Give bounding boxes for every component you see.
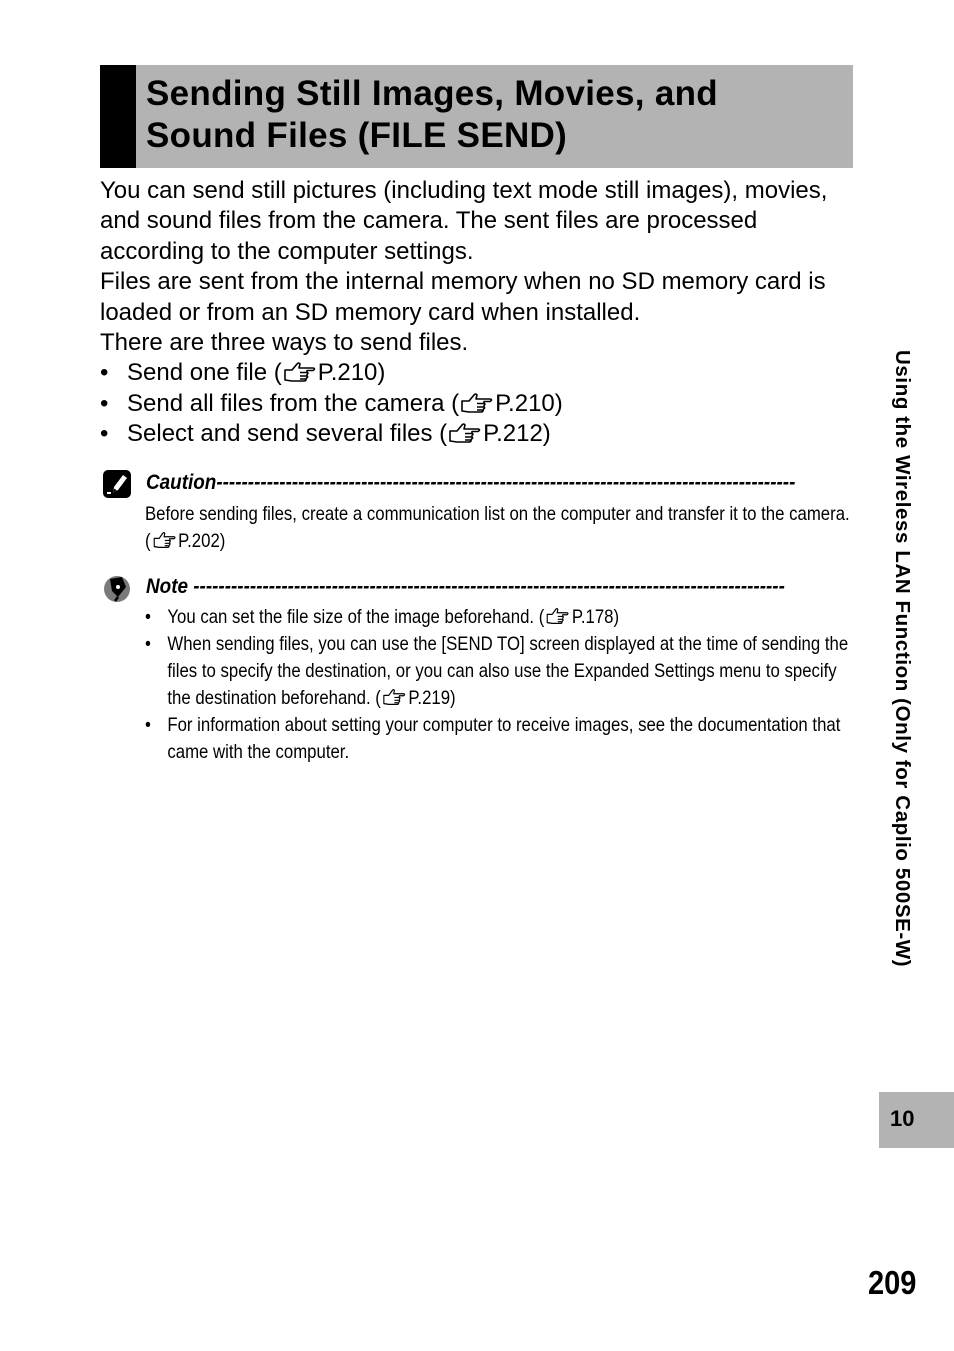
page-reference-hand-icon <box>448 422 482 444</box>
note-label: Note ---------------------------------------------------------------------------------------------- <box>146 575 785 598</box>
page-reference-link[interactable]: P.178) <box>571 606 620 628</box>
list-item <box>100 389 860 419</box>
list-item <box>145 712 850 766</box>
caution-body <box>145 501 850 555</box>
note-item-text: You can set the file size of the image beforehand. ( <box>167 606 545 628</box>
list-item-text: Select and send several files ( <box>127 420 448 448</box>
list-item <box>100 358 860 388</box>
page-reference-hand-icon <box>382 688 408 706</box>
note-item-text: When sending files, you can use the [SEND TO] screen displayed at the time of sending the files to specify the destination, or you can also use the Expanded Settings menu to specify the destination beforehand. ( <box>167 633 849 709</box>
note-list <box>145 604 850 766</box>
list-item <box>145 604 850 631</box>
bullet: • <box>145 633 151 655</box>
page-reference-hand-icon <box>283 361 317 383</box>
list-item <box>145 631 850 712</box>
title-accent-bar <box>100 65 136 168</box>
page-reference-hand-icon <box>460 392 494 414</box>
bullet: • <box>100 359 109 387</box>
page-number: 209 <box>868 1264 917 1301</box>
caution-text: Before sending files, create a communication list on the computer and transfer it to the camera. ( <box>145 503 850 552</box>
note-item-text: For information about setting your computer to receive images, see the documentation that came with the computer. <box>167 714 841 763</box>
page-reference-link[interactable]: P.210) <box>317 359 386 387</box>
bullet: • <box>100 389 109 417</box>
caution-box <box>100 466 860 552</box>
section-title-line1: Sending Still Images, Movies, and <box>146 74 718 113</box>
page-reference-link[interactable]: P.202) <box>178 530 226 552</box>
page-reference-link[interactable]: P.210) <box>495 389 563 417</box>
send-ways-list <box>100 358 860 449</box>
bullet: • <box>100 420 109 448</box>
chapter-number: 10 <box>890 1106 915 1131</box>
intro-text <box>100 176 860 450</box>
list-item-text: Send all files from the camera ( <box>127 389 460 417</box>
page-reference-link[interactable]: P.212) <box>483 420 551 448</box>
page-reference-hand-icon <box>545 607 571 625</box>
intro-paragraph-2: Files are sent from the internal memory when no SD memory card is loaded or from an SD memory card when installed. <box>100 268 826 326</box>
note-pen-icon <box>102 573 132 603</box>
intro-paragraph-1: You can send still pictures (including text mode still images), movies, and sound files from the camera. The sent files are processed according to the computer settings. <box>100 177 828 265</box>
section-title-line2: Sound Files (FILE SEND) <box>146 116 568 155</box>
chapter-side-label <box>880 350 920 1080</box>
intro-paragraph-3: There are three ways to send files. <box>100 329 469 357</box>
list-item-text: Send one file ( <box>127 359 282 387</box>
chapter-title-vertical: Using the Wireless LAN Function (Only for Caplio 500SE-W) <box>891 350 914 968</box>
note-box <box>100 570 860 763</box>
note-header <box>100 570 860 604</box>
section-title-box <box>100 65 853 168</box>
list-item <box>100 419 860 449</box>
bullet: • <box>145 714 151 736</box>
note-body <box>145 604 850 766</box>
caution-label: Caution-------------------------------------------------------------------------------------------- <box>146 471 796 494</box>
bullet: • <box>145 606 151 628</box>
page-reference-link[interactable]: P.219) <box>408 687 456 709</box>
caution-header <box>100 466 860 500</box>
caution-pencil-icon <box>102 469 132 499</box>
section-title <box>146 73 846 157</box>
page-reference-hand-icon <box>151 531 177 549</box>
chapter-tab <box>879 1092 954 1148</box>
